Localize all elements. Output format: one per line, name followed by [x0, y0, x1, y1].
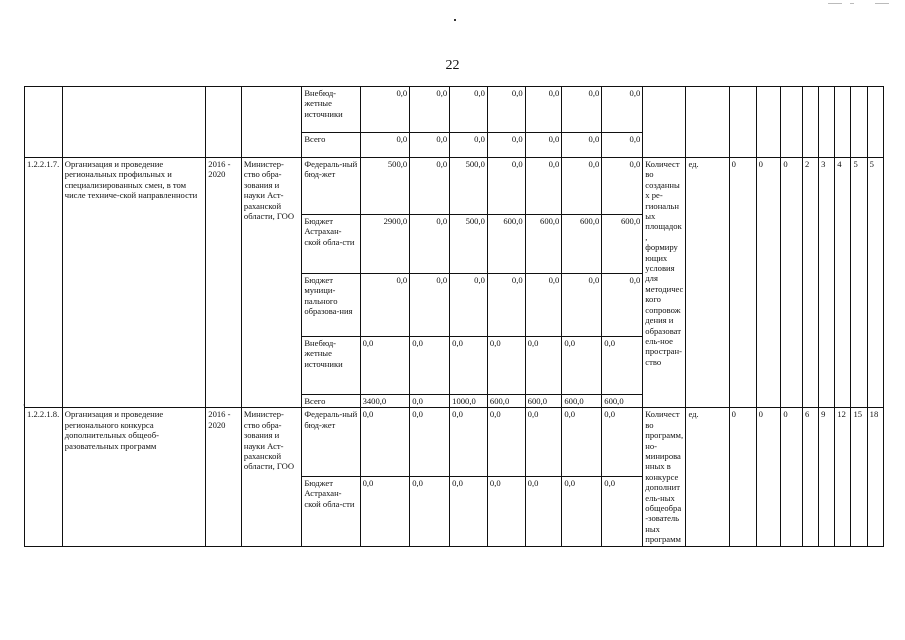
code-cell: 1.2.2.1.8. — [25, 408, 63, 546]
value-cell: 0,0 — [410, 274, 450, 337]
target-cell: 5 — [867, 158, 883, 408]
value-cell: 0,0 — [410, 87, 450, 133]
unit-cell: ед. — [686, 158, 729, 408]
value-cell: 500,0 — [360, 158, 410, 215]
value-cell: 0,0 — [525, 274, 562, 337]
value-cell: 0,0 — [487, 87, 525, 133]
value-cell: 0,0 — [410, 408, 450, 477]
scan-mark: , — [23, 398, 25, 407]
indicator-cell — [643, 87, 686, 158]
period-cell — [206, 87, 242, 158]
scan-mark — [850, 3, 854, 4]
source-cell: Внебюд-жетные источники — [302, 337, 360, 395]
value-cell: 0,0 — [602, 87, 643, 133]
value-cell: 0,0 — [410, 158, 450, 215]
name-cell — [62, 87, 206, 158]
value-cell: 1000,0 — [450, 395, 488, 408]
value-cell: 0,0 — [487, 158, 525, 215]
program-table — [24, 86, 884, 547]
source-cell: Внебюд-жетные источники — [302, 87, 360, 133]
value-cell: 0,0 — [602, 133, 643, 158]
value-cell: 0,0 — [450, 476, 488, 546]
indicator-cell: Количество программ, но-минированных в конкурсе дополнитель-ных общеобра-зовательных программ — [643, 408, 686, 546]
value-cell: 0,0 — [562, 158, 602, 215]
scan-mark — [828, 3, 842, 4]
code-cell — [25, 87, 63, 158]
target-cell — [729, 87, 756, 158]
value-cell: 0,0 — [525, 337, 562, 395]
value-cell: 0,0 — [525, 408, 562, 477]
value-cell: 600,0 — [487, 215, 525, 274]
name-cell: Организация и проведение региональных профильных и специализированных смен, в том числе техниче-ской направленности — [62, 158, 206, 408]
value-cell: 0,0 — [450, 274, 488, 337]
value-cell: 0,0 — [450, 87, 488, 133]
table-row — [25, 87, 884, 133]
source-cell: Бюджет Астрахан-ской обла-сти — [302, 476, 360, 546]
target-cell — [756, 87, 781, 158]
value-cell: 0,0 — [525, 87, 562, 133]
source-cell: Бюджет Астрахан-ской обла-сти — [302, 215, 360, 274]
value-cell: 0,0 — [360, 87, 410, 133]
target-cell: 15 — [851, 408, 867, 546]
executor-cell: Министер-ство обра-зования и науки Аст-раханской области, ГОО — [241, 408, 301, 546]
period-cell: 2016 - 2020 — [206, 408, 242, 546]
value-cell: 0,0 — [360, 476, 410, 546]
value-cell: 600,0 — [487, 395, 525, 408]
value-cell: 0,0 — [562, 408, 602, 477]
target-cell: 0 — [729, 158, 756, 408]
target-cell: 3 — [819, 158, 835, 408]
table-row — [25, 158, 884, 215]
code-cell: 1.2.2.1.7. — [25, 158, 63, 408]
value-cell: 0,0 — [562, 476, 602, 546]
target-cell: 9 — [819, 408, 835, 546]
source-cell: Федераль-ный бюд-жет — [302, 158, 360, 215]
unit-cell: ед. — [686, 408, 729, 546]
value-cell: 0,0 — [562, 337, 602, 395]
target-cell: 5 — [851, 158, 867, 408]
value-cell: 0,0 — [525, 133, 562, 158]
target-cell: 0 — [729, 408, 756, 546]
target-cell — [781, 87, 803, 158]
source-cell: Федераль-ный бюд-жет — [302, 408, 360, 477]
target-cell — [851, 87, 867, 158]
value-cell: 0,0 — [602, 408, 643, 477]
value-cell: 500,0 — [450, 215, 488, 274]
target-cell: 4 — [835, 158, 851, 408]
indicator-cell: Количество созданных ре-гиональных площадок, формирующих условия для методического сопровождения и образователь-ное простран-ство — [643, 158, 686, 408]
target-cell — [835, 87, 851, 158]
executor-cell — [241, 87, 301, 158]
value-cell: 3400,0 — [360, 395, 410, 408]
source-cell: Всего — [302, 133, 360, 158]
value-cell: 2900,0 — [360, 215, 410, 274]
target-cell — [867, 87, 883, 158]
target-cell: 0 — [756, 158, 781, 408]
target-cell: 12 — [835, 408, 851, 546]
target-cell: 18 — [867, 408, 883, 546]
value-cell: 0,0 — [410, 215, 450, 274]
value-cell: 600,0 — [602, 215, 643, 274]
value-cell: 0,0 — [602, 158, 643, 215]
scan-mark — [875, 3, 889, 4]
value-cell: 600,0 — [525, 395, 562, 408]
value-cell: 0,0 — [360, 337, 410, 395]
value-cell: 0,0 — [487, 133, 525, 158]
value-cell: 0,0 — [410, 395, 450, 408]
table-row — [25, 408, 884, 477]
target-cell: 2 — [802, 158, 818, 408]
value-cell: 600,0 — [525, 215, 562, 274]
value-cell: 0,0 — [410, 133, 450, 158]
page-number: 22 — [445, 58, 460, 73]
value-cell: 0,0 — [360, 408, 410, 477]
target-cell — [819, 87, 835, 158]
value-cell: 600,0 — [602, 395, 643, 408]
target-cell: 0 — [756, 408, 781, 546]
value-cell: 0,0 — [602, 337, 643, 395]
executor-cell: Министер-ство обра-зования и науки Аст-раханской области, ГОО — [241, 158, 301, 408]
scan-dot — [454, 19, 456, 21]
value-cell: 0,0 — [562, 133, 602, 158]
target-cell: 0 — [781, 408, 803, 546]
value-cell: 0,0 — [410, 337, 450, 395]
value-cell: 0,0 — [562, 274, 602, 337]
value-cell: 0,0 — [450, 133, 488, 158]
source-cell: Бюджет муници-пального образова-ния — [302, 274, 360, 337]
value-cell: 600,0 — [562, 215, 602, 274]
value-cell: 0,0 — [525, 476, 562, 546]
value-cell: 0,0 — [487, 476, 525, 546]
period-cell: 2016 - 2020 — [206, 158, 242, 408]
value-cell: 0,0 — [360, 274, 410, 337]
value-cell: 0,0 — [360, 133, 410, 158]
source-cell: Всего — [302, 395, 360, 408]
target-cell — [802, 87, 818, 158]
unit-cell — [686, 87, 729, 158]
value-cell: 0,0 — [410, 476, 450, 546]
value-cell: 0,0 — [487, 408, 525, 477]
value-cell: 0,0 — [487, 274, 525, 337]
value-cell: 0,0 — [487, 337, 525, 395]
value-cell: 500,0 — [450, 158, 488, 215]
value-cell: 0,0 — [450, 337, 488, 395]
target-cell: 0 — [781, 158, 803, 408]
value-cell: 600,0 — [562, 395, 602, 408]
value-cell: 0,0 — [525, 158, 562, 215]
value-cell: 0,0 — [450, 408, 488, 477]
name-cell: Организация и проведение регионального конкурса дополнительных общеоб-разовательных программ — [62, 408, 206, 546]
value-cell: 0,0 — [602, 476, 643, 546]
target-cell: 6 — [802, 408, 818, 546]
value-cell: 0,0 — [602, 274, 643, 337]
value-cell: 0,0 — [562, 87, 602, 133]
